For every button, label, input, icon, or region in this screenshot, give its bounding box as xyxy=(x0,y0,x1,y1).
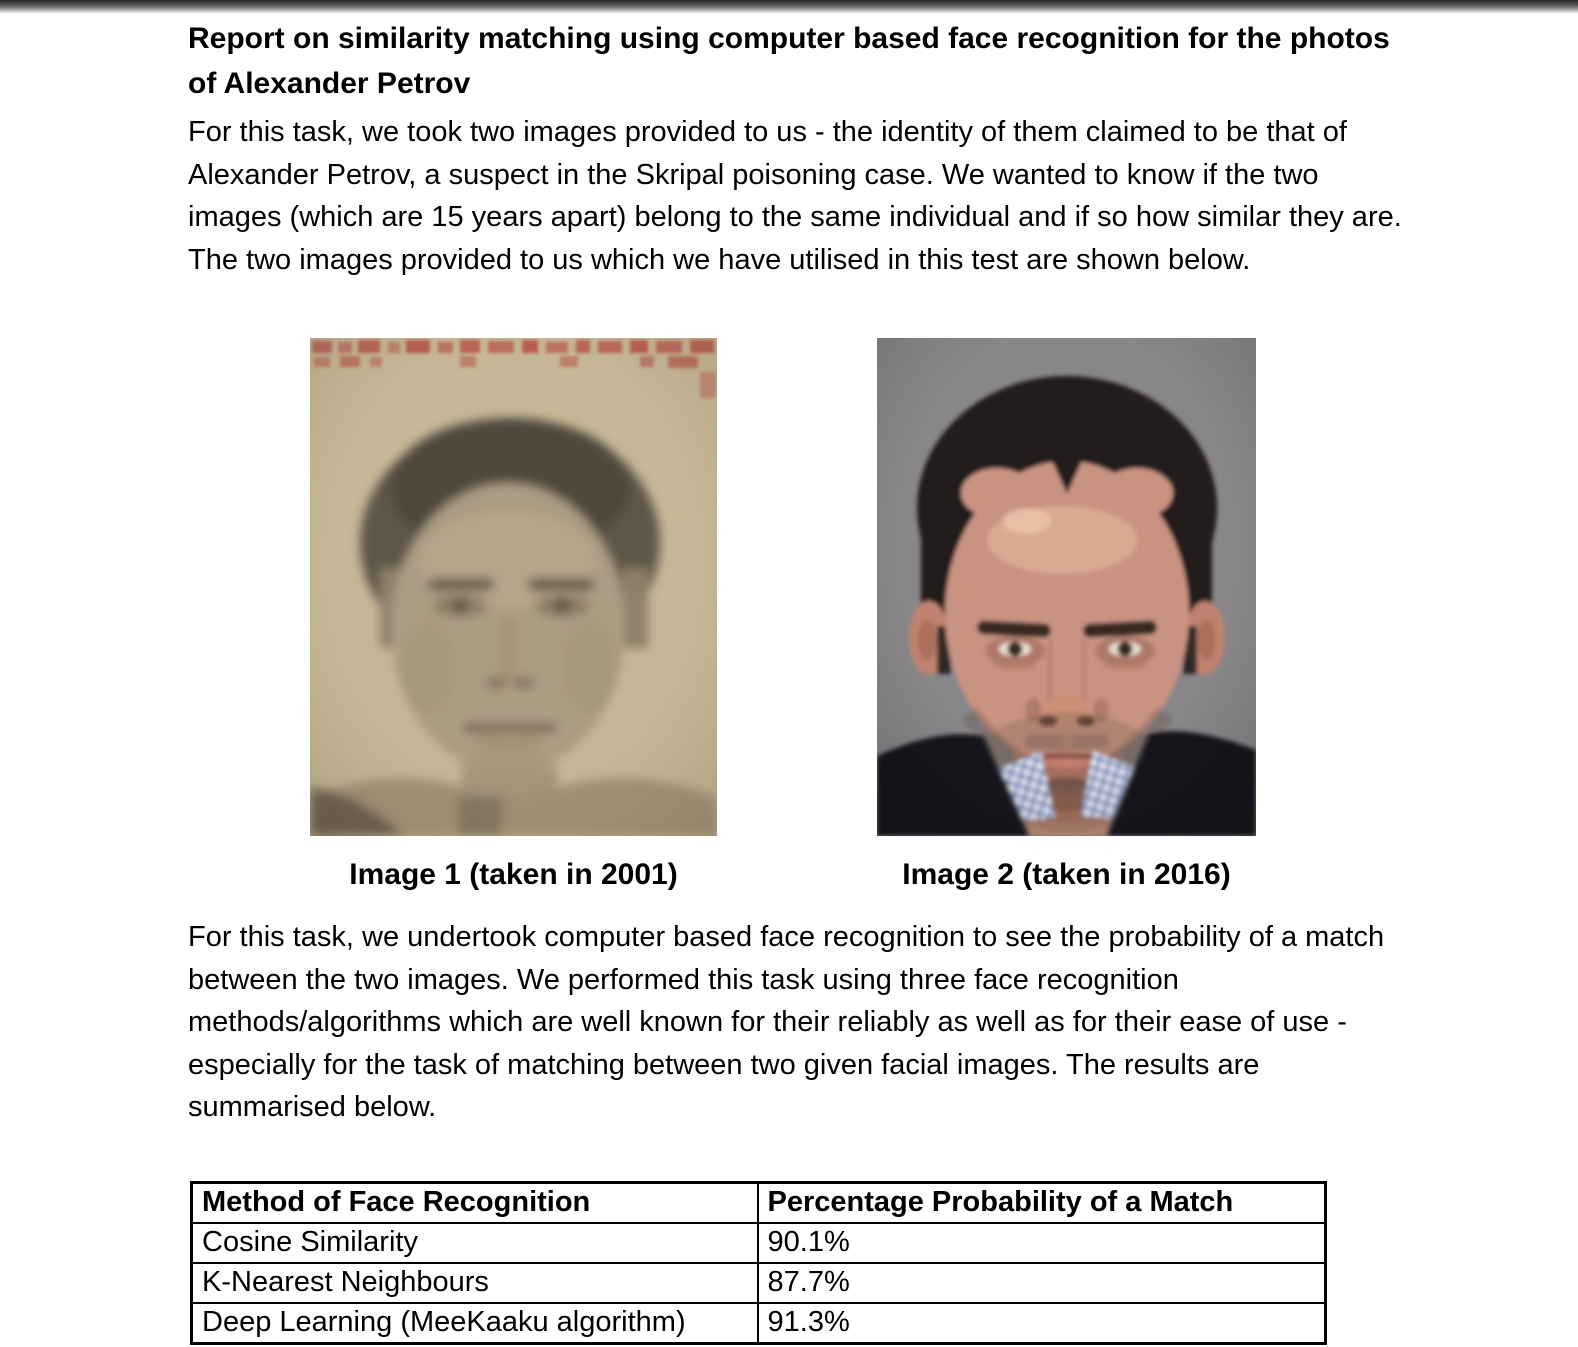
probability-cell: 91.3% xyxy=(758,1303,1326,1344)
method-cell: K-Nearest Neighbours xyxy=(192,1263,758,1303)
table-header-row xyxy=(192,1183,1326,1224)
photo-figure-2016 xyxy=(877,338,1256,836)
results-table xyxy=(190,1181,1327,1345)
method-paragraph: For this task, we undertook computer based face recognition to see the probability of a match between the two images. We performed this task using three face recognition methods/algorithms which are well known for their reliably as well as for their ease of use - especially for the task of matching between two given facial images. The results are summarised below. xyxy=(188,921,1385,1123)
table-header-method: Method of Face Recognition xyxy=(192,1183,758,1224)
table-row xyxy=(192,1223,1326,1263)
probability-cell: 90.1% xyxy=(758,1223,1326,1263)
method-cell: Deep Learning (MeeKaaku algorithm) xyxy=(192,1303,758,1344)
photo-2016-image xyxy=(877,338,1256,836)
photo-2001-image xyxy=(310,338,717,836)
report-title: Report on similarity matching using computer based face recognition for the photos of Alexander Petrov xyxy=(188,22,1390,100)
table-row xyxy=(192,1263,1326,1303)
intro-paragraph: For this task, we took two images provided to us - the identity of them claimed to be that of Alexander Petrov, a suspect in the Skripal poisoning case. We wanted to know if the two images (which are 15 years apart) belong to the same individual and if so how similar they are. The two images provided to us which we have utilised in this test are shown below. xyxy=(188,116,1402,276)
table-row xyxy=(192,1303,1326,1344)
photo-caption-2001: Image 1 (taken in 2001) xyxy=(349,858,678,891)
probability-cell: 87.7% xyxy=(758,1263,1326,1303)
photo-figure-2001 xyxy=(310,338,717,836)
table-header-probability: Percentage Probability of a Match xyxy=(758,1183,1326,1224)
method-cell: Cosine Similarity xyxy=(192,1223,758,1263)
photo-caption-2016: Image 2 (taken in 2016) xyxy=(902,858,1231,891)
